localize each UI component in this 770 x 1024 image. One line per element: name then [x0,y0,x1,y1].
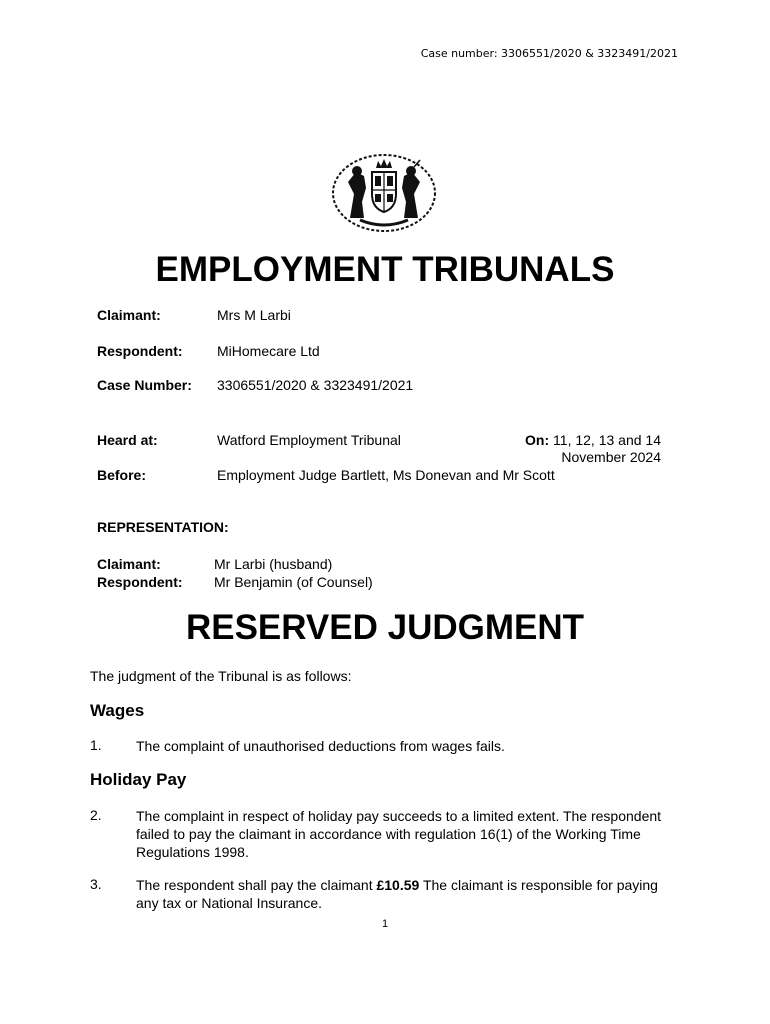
award-amount: £10.59 [376,877,420,893]
rep-claimant-label: Claimant: [97,556,161,572]
item-1-text: The complaint of unauthorised deductions from wages fails. [136,738,505,754]
judgment-title: RESERVED JUDGMENT [185,608,585,647]
respondent-name: MiHomecare Ltd [217,343,320,359]
hearing-dates [470,432,661,466]
case-number-label: Case Number: [97,377,192,393]
on-dates-line2: November 2024 [561,449,661,465]
royal-coat-of-arms-icon [330,152,438,234]
item-3-number: 3. [90,876,102,892]
before-label: Before: [97,467,147,483]
rep-claimant-value: Mr Larbi (husband) [214,556,333,572]
on-label: On: [525,432,550,448]
judgment-intro: The judgment of the Tribunal is as follows: [90,668,352,684]
rep-respondent-value: Mr Benjamin (of Counsel) [214,574,373,590]
heard-at-value: Watford Employment Tribunal [217,432,401,448]
page-number: 1 [381,918,389,930]
representation-heading: REPRESENTATION: [97,519,229,535]
item-3-post: The claimant is responsible for paying any tax or National Insurance. [136,877,658,911]
item-1-number: 1. [90,737,102,753]
heard-at-label: Heard at: [97,432,158,448]
case-number-header: Case number: 3306551/2020 & 3323491/2021 [420,47,678,60]
respondent-label: Respondent: [97,343,183,359]
before-value: Employment Judge Bartlett, Ms Donevan and Mr Scott [217,467,555,483]
claimant-name: Mrs M Larbi [217,307,291,323]
item-2-number: 2. [90,807,102,823]
item-3-text [136,876,676,912]
case-number-value: 3306551/2020 & 3323491/2021 [217,377,414,393]
item-3-pre: The respondent shall pay the claimant [136,877,377,893]
document-title: EMPLOYMENT TRIBUNALS [155,250,615,289]
rep-respondent-label: Respondent: [97,574,183,590]
wages-heading: Wages [90,701,145,720]
item-2-text: The complaint in respect of holiday pay succeeds to a limited extent. The respondent failed to pay the claimant in accordance with regulation 16(1) of the Working Time Regulations 1998. [136,808,662,860]
holiday-pay-heading: Holiday Pay [90,770,187,789]
claimant-label: Claimant: [97,307,161,323]
on-dates-line1: 11, 12, 13 and 14 [553,432,661,448]
